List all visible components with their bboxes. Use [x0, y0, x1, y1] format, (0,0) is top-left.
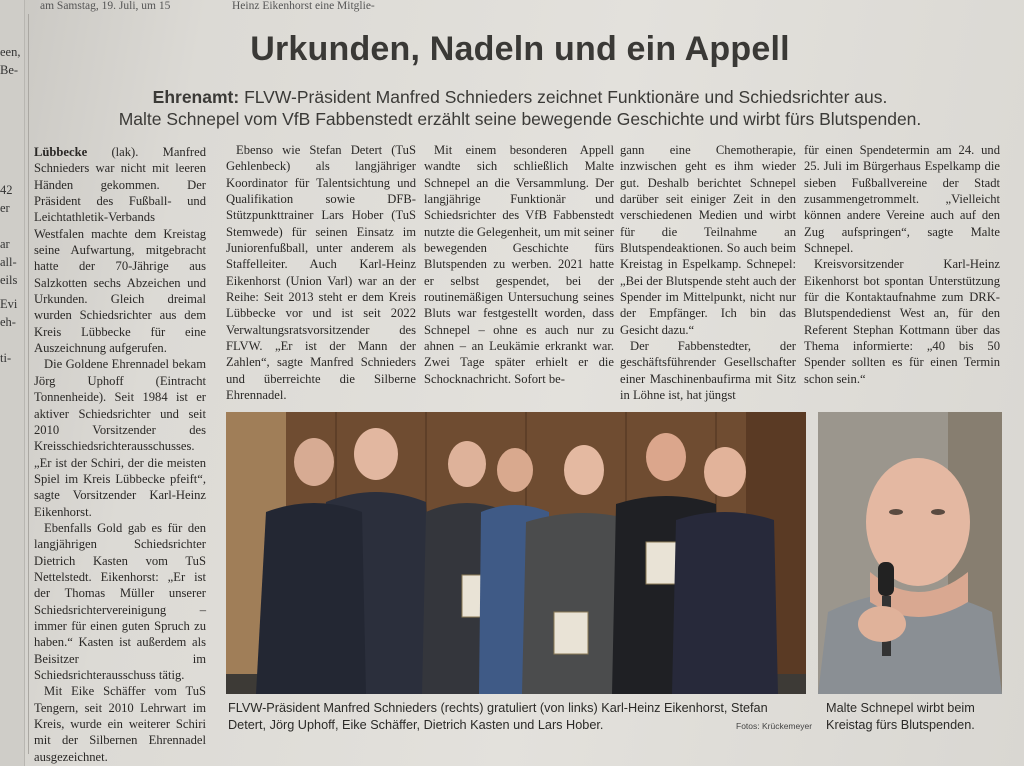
strip-fragment: ar [0, 237, 10, 251]
dateline: Lübbecke [34, 145, 88, 159]
paragraph: für einen Spendetermin am 24. und 25. Juli im Bürgerhaus Espelkamp die sieben Fußballvereine der Stadt zusammengetrommelt. „Vielleicht können andere Vereine auch auf den Zug aufspringen“, sagte Malte Schnepel. [804, 143, 1000, 256]
paragraph: Ebenso wie Stefan Detert (TuS Gehlenbeck) als langjähriger Koordinator für Talentsichtung und Qualifikation sowie DFB-Stützpunkttrainer Lars Hober (TuS Stemwede) für seinen Einsatz im Juniorenfußball, unter anderem als Staffelleiter. Auch Karl-Heinz Eikenhorst (Union Varl) war an der Reihe: Seit 2013 steht er dem Kreis Lübbecke vor und ist seit 2022 Verwaltungsratsvorsitzender des FLVW. „Er ist der Mann der Zahlen“, sagte Manfred Schnieders und überreichte die Silberne Ehrennadel. [226, 143, 416, 403]
group-photo [226, 412, 806, 694]
subheadline-line-2: Malte Schnepel vom VfB Fabbenstedt erzählt seine bewegende Geschichte und wirbt fürs Blutspenden. [118, 109, 922, 129]
paragraph [34, 144, 206, 356]
top-fragment-left: am Samstag, 19. Juli, um 15 [40, 0, 171, 12]
strip-fragment: Evi [0, 297, 18, 311]
paragraph: Ebenfalls Gold gab es für den langjährigen Schiedsrichter Dietrich Kasten vom TuS Nettelstedt. Eikenhorst: „Er ist der Thomas Müller unserer Schiedsrichtervereinigung – immer für einen guten Spruch zu haben.“ Kasten ist außerdem als Beisitzer im Schiedsrichterausschuss tätig. [34, 520, 206, 682]
paragraph: Der Fabbenstedter, der geschäftsführender Gesellschafter einer Maschinenbaufirma mit Sitz in Löhne ist, hat jüngst [620, 339, 796, 403]
strip-fragment: Be- [0, 63, 19, 77]
article-column-2 [226, 142, 416, 404]
strip-fragment: er [0, 201, 10, 215]
strip-fragment: eh- [0, 315, 16, 329]
strip-fragment: 42 [0, 183, 13, 197]
strip-fragment: all- [0, 255, 17, 269]
subheadline-text-1: FLVW-Präsident Manfred Schnieders zeichnet Funktionäre und Schiedsrichter aus. [244, 87, 888, 107]
paragraph: Mit Eike Schäffer vom TuS Tengern, seit 2010 Lehrwart im Kreis, wurde ein weiterer Schiri mit der Silbernen Ehrennadel ausgezeichnet. [34, 684, 206, 764]
article-column-5 [804, 142, 1000, 387]
portrait-caption: Malte Schnepel wirbt beim Kreistag fürs Blutspenden. [826, 701, 975, 732]
portrait-illustration [818, 412, 1002, 694]
article-column-1 [34, 144, 206, 765]
group-photo-illustration [226, 412, 806, 694]
portrait-photo [818, 412, 1002, 694]
subheadline-line-1 [40, 87, 1000, 108]
article-column-3 [424, 142, 614, 387]
paragraph: Die Goldene Ehrennadel bekam Jörg Uphoff (Eintracht Tonnenheide). Seit 1984 ist er aktiver Schiedsrichter und seit 2010 Vorsitzender des Kreisschiedsrichterausschusses. „Er ist der Schiri, der die meisten Spiel im Kreis Lübbecke pfeift“, sagte Vorsitzender Karl-Heinz Eikenhorst. [34, 357, 206, 519]
kicker: Ehrenamt: [152, 87, 240, 107]
photo-credit: Fotos: Krückemeyer [736, 721, 813, 731]
strip-fragment: een, [0, 45, 21, 59]
paragraph: Kreisvorsitzender Karl-Heinz Eikenhorst bot spontan Unterstützung für die Kontaktaufnahme zum DRK-Blutspendedienst West an, für den Referent Stephan Kottmann über das Thema informierte: „40 bis 50 Spender sollten es für einen Termin schon sein.“ [804, 257, 1000, 386]
strip-fragment: eils [0, 273, 18, 287]
paragraph: gann eine Chemotherapie, inzwischen geht es ihm wieder gut. Deshalb berichtet Schnepel darüber seit einiger Zeit in den verschiedenen Medien und wirbt für die Teilnahme an Blutspendeaktionen. So auch beim Kreistag in Espelkamp. Schnepel: „Bei der Blutspende steht auch der Spender im Mittelpunkt, nicht nur der Empfänger. Ich bin das Gesicht dazu.“ [620, 143, 796, 337]
paragraph: Mit einem besonderen Appell wandte sich schließlich Malte Schnepel an die Versammlung. Der langjährige Funktionär und Schiedsrichter des VfB Fabbenstedt nutzte die Gelegenheit, um mit seiner bewegenden Geschichte fürs Blutspenden zu werben. 2021 hatte er selbst gespendet, bei der routinemäßigen Untersuchung seines Bluts war festgestellt worden, dass Schnepel – ohne es auch nur zu ahnen – an Leukämie erkrankt war. Zwei Tage später erhielt er die Schocknachricht. Sofort be- [424, 143, 614, 386]
strip-fragment: ti- [0, 351, 12, 365]
top-fragment-right: Heinz Eikenhorst eine Mitglie- [232, 0, 375, 12]
article-column-4 [620, 142, 796, 404]
adjacent-article-strip [0, 0, 25, 766]
headline: Urkunden, Nadeln und ein Appell [250, 30, 790, 68]
photo-caption: FLVW-Präsident Manfred Schnieders (rechts) gratuliert (von links) Karl-Heinz Eikenhorst, Stefan Detert, Jörg Uphoff, Eike Schäffer, Dietrich Kasten und Lars Hober. [228, 701, 768, 732]
column-divider [28, 14, 29, 754]
paragraph-text: (lak). Manfred Schnieders war nicht mit leeren Händen gekommen. Der Präsident des Fußball- und Leichtathletik-Verbands Westfalen machte dem Kreistag seine Aufwartung, mitgebracht hatte der 70-Jährige aus Salzkotten sechs Abzeichen und Urkunden. Gleich dreimal wurden Schiedsrichter aus dem Kreis Lübbecke für eine Auszeichnung aufgerufen. [34, 145, 206, 356]
